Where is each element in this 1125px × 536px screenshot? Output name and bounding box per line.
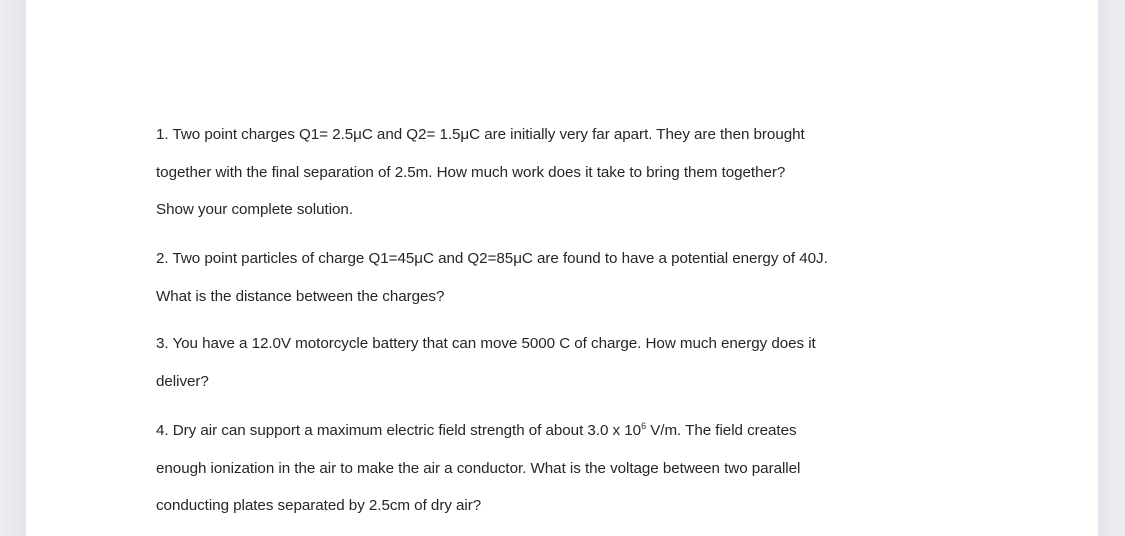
question-line: 3. You have a 12.0V motorcycle battery that can move 5000 C of charge. How much energy does it — [156, 335, 816, 352]
question-line — [156, 412, 976, 450]
question-line: What is the distance between the charges? — [156, 287, 445, 305]
document-page — [26, 0, 1098, 536]
question-line: 1. Two point charges Q1= 2.5μC and Q2= 1.5μC are initially very far apart. They are then brought — [156, 126, 805, 143]
question-line: deliver? — [156, 372, 209, 390]
question-1 — [156, 116, 976, 229]
question-4 — [156, 412, 976, 525]
question-line: together with the final separation of 2.5m. How much work does it take to bring them together? — [156, 163, 786, 181]
right-margin — [1098, 0, 1125, 536]
question-text: 4. Dry air can support a maximum electric field strength of about 3.0 x 10 — [156, 422, 642, 439]
question-text: V/m. The field creates — [646, 422, 797, 439]
exponent: 6 — [641, 420, 647, 431]
question-line: Show your complete solution. — [156, 201, 353, 218]
question-line: enough ionization in the air to make the air a conductor. What is the voltage between two parallel — [156, 459, 801, 477]
question-line: 2. Two point particles of charge Q1=45μC and Q2=85μC are found to have a potential energy of 40J. — [156, 250, 828, 267]
question-line: conducting plates separated by 2.5cm of dry air? — [156, 497, 482, 514]
question-3 — [156, 325, 976, 400]
question-2 — [156, 240, 976, 315]
left-margin — [0, 0, 26, 536]
